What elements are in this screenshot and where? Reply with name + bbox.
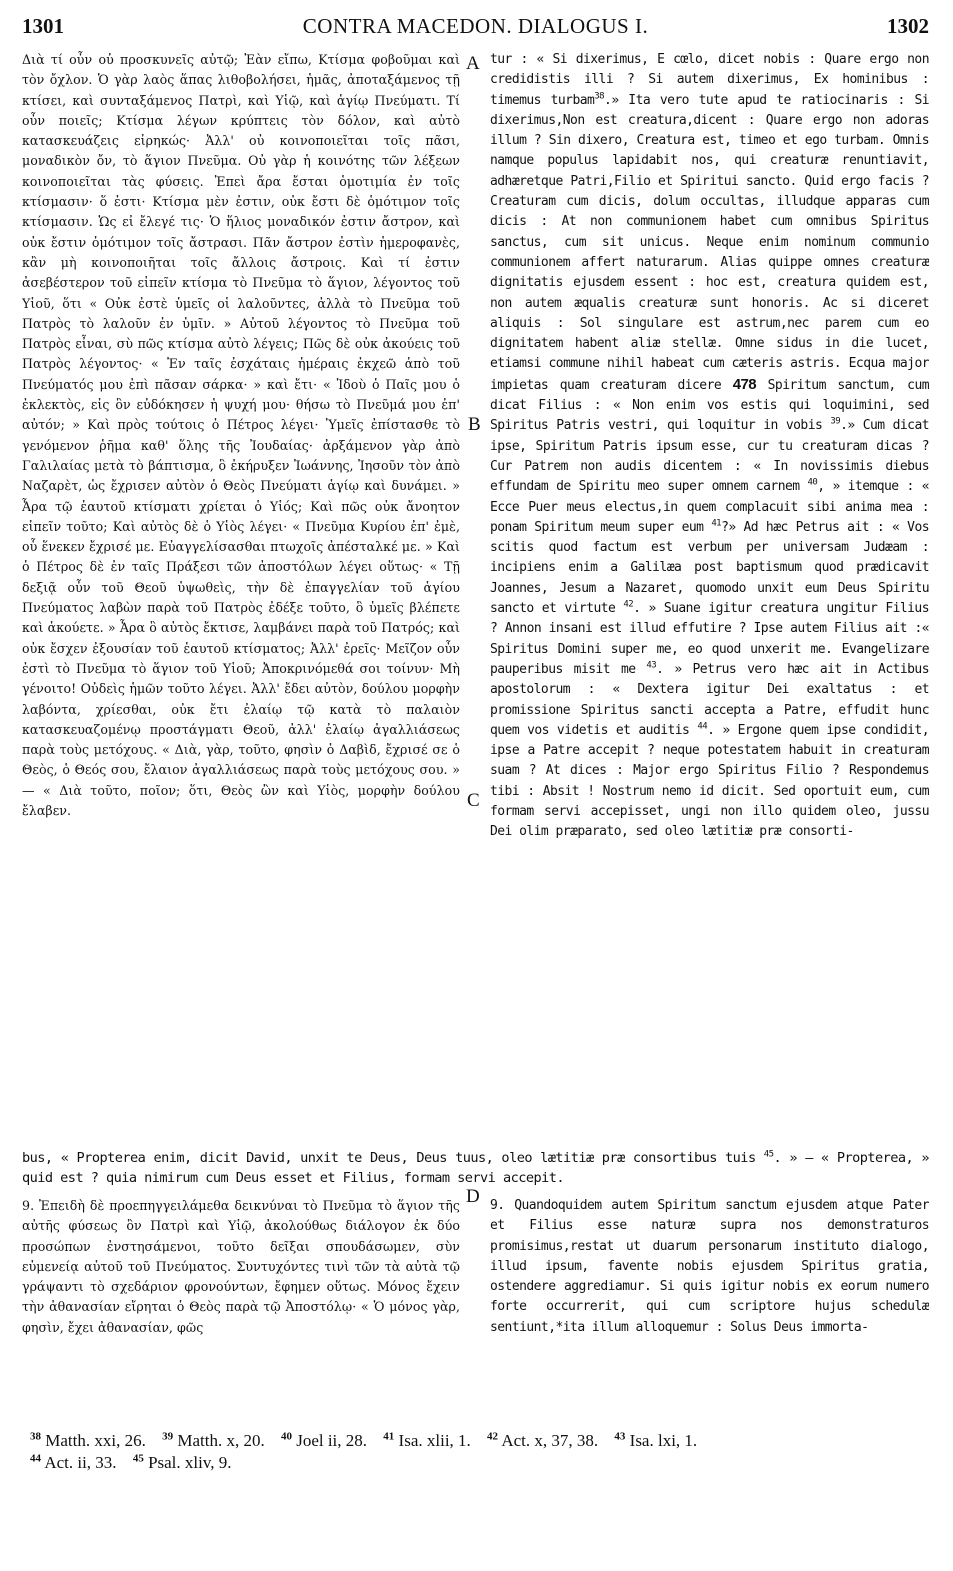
latin-segment: tur : « Si dixerimus, E cœlo, dicet nobis : Quare ergo non credidistis illi ? Si autem dixerimus, Ex hominibus : timemus turbam (490, 52, 929, 108)
latin-segment: Spiritum sanctum, cum dicat Filius : « Non enim vos estis qui loquimini, sed Spiritus Patris vestri, qui loquitur in vobis (490, 377, 929, 434)
footnote-number: 38 (30, 1430, 41, 1443)
latin-segment: .» Ita vero tute apud te ratiocinaris : Si dixerimus,Non est creatura,dicent : Quare ergo non adoras illum ? Sin dixero, Creatura est, timeo et ego turbam. Omnis namque populus lapidabit nos, qui creaturæ renuntiavit, adhæretque Patri,Filio et Spiritui sancto. Quid ergo facis ? Creaturam cum dicis, dolum occultas, illudque apparas cum dicis : At non communionem habet cum omnibus Spiritus sanctus, cum sit unicus. Neque enim nominum communio communionem affert naturarum. Alias quippe omnes creaturæ dignitatis ejusdem essent : hoc est, creatura quidem est, non autem æqualis creaturæ sunt honoris. Ac si diceret aliquis : Sol singulare est astrum,nec parem cum eo dignitatem habent aliæ stellæ. Omne sidus in die lucet, etiamsi commune nihil habeat cum cæteris astris. Ecqua major impietas quam creaturam dicere (490, 92, 929, 393)
footnote-ref: 44 (697, 721, 708, 732)
footnote-text: Matth. xxi, 26. (45, 1431, 146, 1450)
footnote (30, 1453, 117, 1472)
running-title: CONTRA MACEDON. DIALOGUS I. (302, 14, 649, 38)
latin-column-top (490, 50, 929, 1152)
footnote-text: Psal. xliv, 9. (148, 1453, 232, 1472)
margin-letter-c: C (467, 790, 480, 811)
footnote-number: 41 (383, 1430, 395, 1443)
page-header (22, 14, 929, 48)
latin-segment: . » Petrus vero hæc ait in Actibus apostolorum : « Dextera igitur Dei exaltatus : et promissione Spiritus sancti accepta a Patre, effudit hunc quem vos videtis et auditis (490, 661, 929, 738)
footnote-text: Joel ii, 28. (296, 1431, 368, 1450)
footnote (614, 1431, 697, 1450)
greek-text-top: Διὰ τί οὖν οὐ προσκυνεῖς αὐτῷ; Ἐὰν εἴπω, Κτίσμα φοβοῦμαι καὶ τὸν ὄχλον. Ὁ γὰρ λαὸς ἅπας λιθοβολήσει, ἡμᾶς, ἀποταξάμενος τῇ κτίσει, καὶ συνταξάμενος Πατρὶ, καὶ Υἱῷ, καὶ ἁγίῳ Πνεύματι. Τί οὖν ποιεῖς; Κτίσμα λέγων κρύπτεις τὸν δόλον, καὶ αὐτὸ κατασκευάζεις εἰρηκώς· Ἀλλ' οὐ κοινοποιεῖται τοῖς πᾶσι, μοναδικὸν ὄν, τὸ ἅγιον Πνεῦμα. Οὐ γὰρ ἡ κοινότης τῶν λέξεων κοινοποιεῖται τὰς φύσεις. Ἐπεὶ ἄρα ἔσται ὁμοτιμία ἐν τοῖς κτίσμασιν· ὅ ἐστι· Κτίσμα μὲν ἐστιν, οὐκ ἔστι δὲ ὁμότιμον τοῖς κτίσμασιν. Ὡς εἰ ἔλεγέ τις· Ὁ ἥλιος μοναδικόν ἐστιν ἄστρον, καὶ οὐκ ἔστιν ὁμότιμον τοῖς ἄστρασι. Πᾶν ἄστρον ἐστὶν ἡμεροφανὲς, κἂν μὴ κοινοποιῆται τοῖς ἄλλοις ἄστροις. Καὶ τί ἐστιν ἀσεβέστερον τοῦ εἰπεῖν κτίσμα τὸ Πνεῦμα τὸ ἅγιον, λέγοντος τοῦ Υἱοῦ, ὅτι « Οὐκ ἐστὲ ὑμεῖς οἱ λαλοῦντες, ἀλλὰ τὸ Πνεῦμα τοῦ Πατρὸς τὸ λαλοῦν ἐν ὑμῖν. » Αὐτοῦ λέγοντος τὸ Πνεῦμα τοῦ Πατρὸς εἶναι, σὺ πῶς κτίσμα αὐτὸ λέγεις; Πῶς δὲ οὐκ ἀκούεις τοῦ Πατρὸς λέγοντος· « Ἐν ταῖς ἐσχάταις ἡμέραις ἐκχεῶ ἀπὸ τοῦ Πνεύματός μου ἐπὶ πᾶσαν σάρκα· » καὶ ἔτι· « Ἰδοὺ ὁ Παῖς μου ὁ ἐκλεκτὸς, εἰς ὃν εὐδόκησεν ἡ ψυχή μου· θήσω τὸ Πνεῦμά μου ἐπ' αὐτόν; » Καὶ πρὸς τούτοις ὁ Πέτρος λέγει· Ὑμεῖς ἐπίστασθε τὸ γενόμενον ῥῆμα καθ' ὅλης τῆς Ἰουδαίας· ἀρξάμενον γὰρ ἀπὸ Γαλιλαίας μετὰ τὸ βάπτισμα, ὃ ἐκήρυξεν Ἰωάννης, Ἰησοῦν τὸν ἀπὸ Ναζαρὲτ, ὡς ἔχρισεν αὐτὸν ὁ Θεὸς Πνεύματι ἁγίῳ καὶ δυνάμει. » Ἆρα τῷ ἑαυτοῦ κτίσματι χρίεται ὁ Υἱός; Καὶ πῶς οὐκ ἄνοητον εἰπεῖν τοῦτο; Καὶ αὐτὸς δὲ ὁ Υἱὸς λέγει· « Πνεῦμα Κυρίου ἐπ' ἐμὲ, οὗ ἕνεκεν ἔχρισέ με. Εὐαγγελίσασθαι πτωχοῖς ἀπέσταλκέ με. » Καὶ ὁ Πέτρος δὲ ἐν ταῖς Πράξεσι τῶν ἀποστόλων λέγει οὕτως· « Τῇ δεξιᾷ οὖν τοῦ Θεοῦ ὑψωθεὶς, τὴν δὲ ἐπαγγελίαν τοῦ ἁγίου Πνεύματος λαβὼν παρὰ τοῦ Πατρὸς ἐδέξε τοῦτο, ὃ ὑμεῖς βλέπετε καὶ ἀκούετε. » Ἆρα ὃ αὐτὸς ἔκτισε, λαμβάνει παρὰ τοῦ Πατρός; καὶ οὐκ ἔσχεν ἐξουσίαν τοῦ ἑαυτοῦ κτίσματος; Ἀλλ' ἐρεῖς· Μεῖζον οὖν ἐστὶ τὸ Πνεῦμα τὸ ἅγιον τοῦ Υἱοῦ; Ἀποκρινόμεθά σοι τοίνυν· Μὴ γένοιτο! Οὐδεὶς ἡμῶν τοῦτο λέγει. Ἀλλ' ἔδει αὐτὸν, δούλου μορφὴν λαβόντα, χρίεσθαι, οὐκ ἔτι ἐλαίῳ τῷ κατὰ τὸ παλαιὸν κατασκευαζομένῳ προστάγματι Θεοῦ, ἀλλ' ἐλαίῳ ἀγαλλιάσεως παρὰ τοὺς μετόχους. « Διὰ, γὰρ, τοῦτο, φησὶν ὁ Δαβὶδ, ἔχρισέ σε ὁ Θεὸς, ὁ Θεός σου, ἔλαιον ἀγαλλιάσεως παρὰ τοὺς μετόχους σου. » — « Διὰ τοῦτο, ποῖον; ὅτι, Θεὸς ὢν καὶ Υἱὸς, μορφὴν δούλου ἔλαβεν. (22, 52, 460, 818)
greek-text-bottom: 9. Ἐπειδὴ δὲ προεπηγγειλάμεθα δεικνύναι τὸ Πνεῦμα τὸ ἅγιον τῆς αὐτῆς φύσεως ὂν Πατρὶ καὶ Υἱῷ, ἀκολούθως διάλογον ἐκ δύο προσώπων ἐνστησάμενοι, τοῦτο δεῖξαι σπουδάσωμεν, σὺν εὐμενείᾳ αὐτοῦ τοῦ Πνεύματος. Συντυχόντες τινὶ τῶν τὰ αὐτὰ τῷ γράψαντι τὸ σχεδάριον φρονούντων, ἔφημεν οὕτως. Μόνος ἔχειν τὴν ἀθανασίαν εἴρηται ὁ Θεὸς παρὰ τῷ Ἀποστόλῳ· « Ὁ μόνος γὰρ, φησὶν, ἔχει ἀθανασίαν, φῶς (22, 1198, 460, 1335)
latin-text-bridge (22, 1148, 929, 1189)
footnote-ref: 40 (807, 477, 818, 488)
greek-column-top (22, 50, 460, 1152)
footnote-ref: 39 (830, 417, 841, 428)
latin-column-bottom (490, 1196, 929, 1420)
margin-letter-b: B (468, 414, 481, 435)
right-column-number: 1302 (887, 14, 929, 38)
footnote (487, 1431, 598, 1450)
footnote-ref: 42 (623, 599, 634, 610)
greek-column-bottom (22, 1196, 460, 1420)
footnote (133, 1453, 232, 1472)
latin-segment: bus, « Propterea enim, dicit David, unxit te Deus, Deus tuus, oleo lætitiæ præ consortibus tuis (22, 1150, 756, 1166)
margin-letter-a: A (466, 53, 480, 74)
footnote-ref: 38 (594, 91, 605, 102)
latin-segment: . » Suane igitur creatura ungitur Filius ? Annon insani est illud effutire ? Ipse autem Filius ait :« Spiritus Domini super me, eo quod unxerit me. Evangelizare pauperibus misit me (490, 601, 929, 677)
latin-text-bottom: 9. Quandoquidem autem Spiritum sanctum ejusdem atque Pater et Filius esse naturæ supra nos demonstraturos promisimus,restat ut duarum personarum instituto dialogo, illud ipsum, favente nobis ejusdem Spiritus gratia, ostendere aggrediamur. Si quis igitur nobis ex eorum numero forte occurrerit, qui cum scriptore hujus schedulæ sentiunt,*ita illum alloquemur : Solus Deus immorta- (490, 1198, 929, 1335)
footnote-ref: 45 (763, 1149, 774, 1160)
footnote-ref: 41 (711, 518, 722, 529)
latin-segment: .» Cum dicat ipse, Spiritum Patris ipsum esse, cur tu creaturam dicas ? Cur Patrem non audis dicentem : « In novissimis diebus effundam de Spiritu meo super omnem carnem (490, 418, 929, 495)
footnote-text: Act. ii, 33. (44, 1453, 117, 1472)
footnote-text: Isa. xlii, 1. (398, 1431, 471, 1450)
footnote-number: 45 (132, 1452, 144, 1465)
left-column-number: 1301 (22, 14, 64, 38)
footnote (383, 1431, 471, 1450)
latin-segment: ?» Ad hæc Petrus ait : « Vos scitis quod factum est verbum per universam Judæam : incipiens enim a Galilæa post baptismum quod prædicavit Joannes, Jesum a Nazaret, quomodo unxit eum Deus Spiritu sancto et virtute (490, 519, 929, 617)
footnote-ref: 43 (646, 660, 657, 671)
footnote-text: Matth. x, 20. (177, 1431, 265, 1450)
footnotes (30, 1430, 935, 1474)
column-marker-number: 478 (732, 375, 757, 393)
latin-segment: , » itemque : « Ecce Puer meus electus,in quem complacuit sibi anima mea : ponam Spiritum meum super eum (490, 479, 929, 535)
latin-segment: . » — « Propterea, » quid est ? quia nimirum cum Deus esset et Filius, formam servi accepit. (22, 1150, 929, 1187)
footnote (30, 1431, 146, 1450)
footnote (162, 1431, 265, 1450)
footnote-number: 42 (487, 1430, 499, 1443)
footnote-number: 43 (614, 1430, 626, 1443)
footnote-number: 44 (30, 1452, 41, 1465)
margin-letter-d: D (466, 1186, 480, 1207)
footnote-text: Act. x, 37, 38. (501, 1431, 599, 1450)
footnote (281, 1431, 367, 1450)
footnote-number: 39 (162, 1430, 174, 1443)
footnote-number: 40 (280, 1430, 292, 1443)
footnote-text: Isa. lxi, 1. (629, 1431, 698, 1450)
latin-segment: . » Ergone quem ipse condidit, ipse a Patre accepit ? neque potestatem habuit in creaturam suam ? At dices : Major ergo Spiritus Filio ? Respondemus tibi : Absit ! Nostrum nemo id dicit. Sed oportuit eum, cum formam servi accepisset, ungi non illo quidem oleo, jussu Dei olim præparato, sed oleo lætitiæ præ consorti- (490, 722, 929, 840)
latin-text-top (490, 50, 929, 843)
